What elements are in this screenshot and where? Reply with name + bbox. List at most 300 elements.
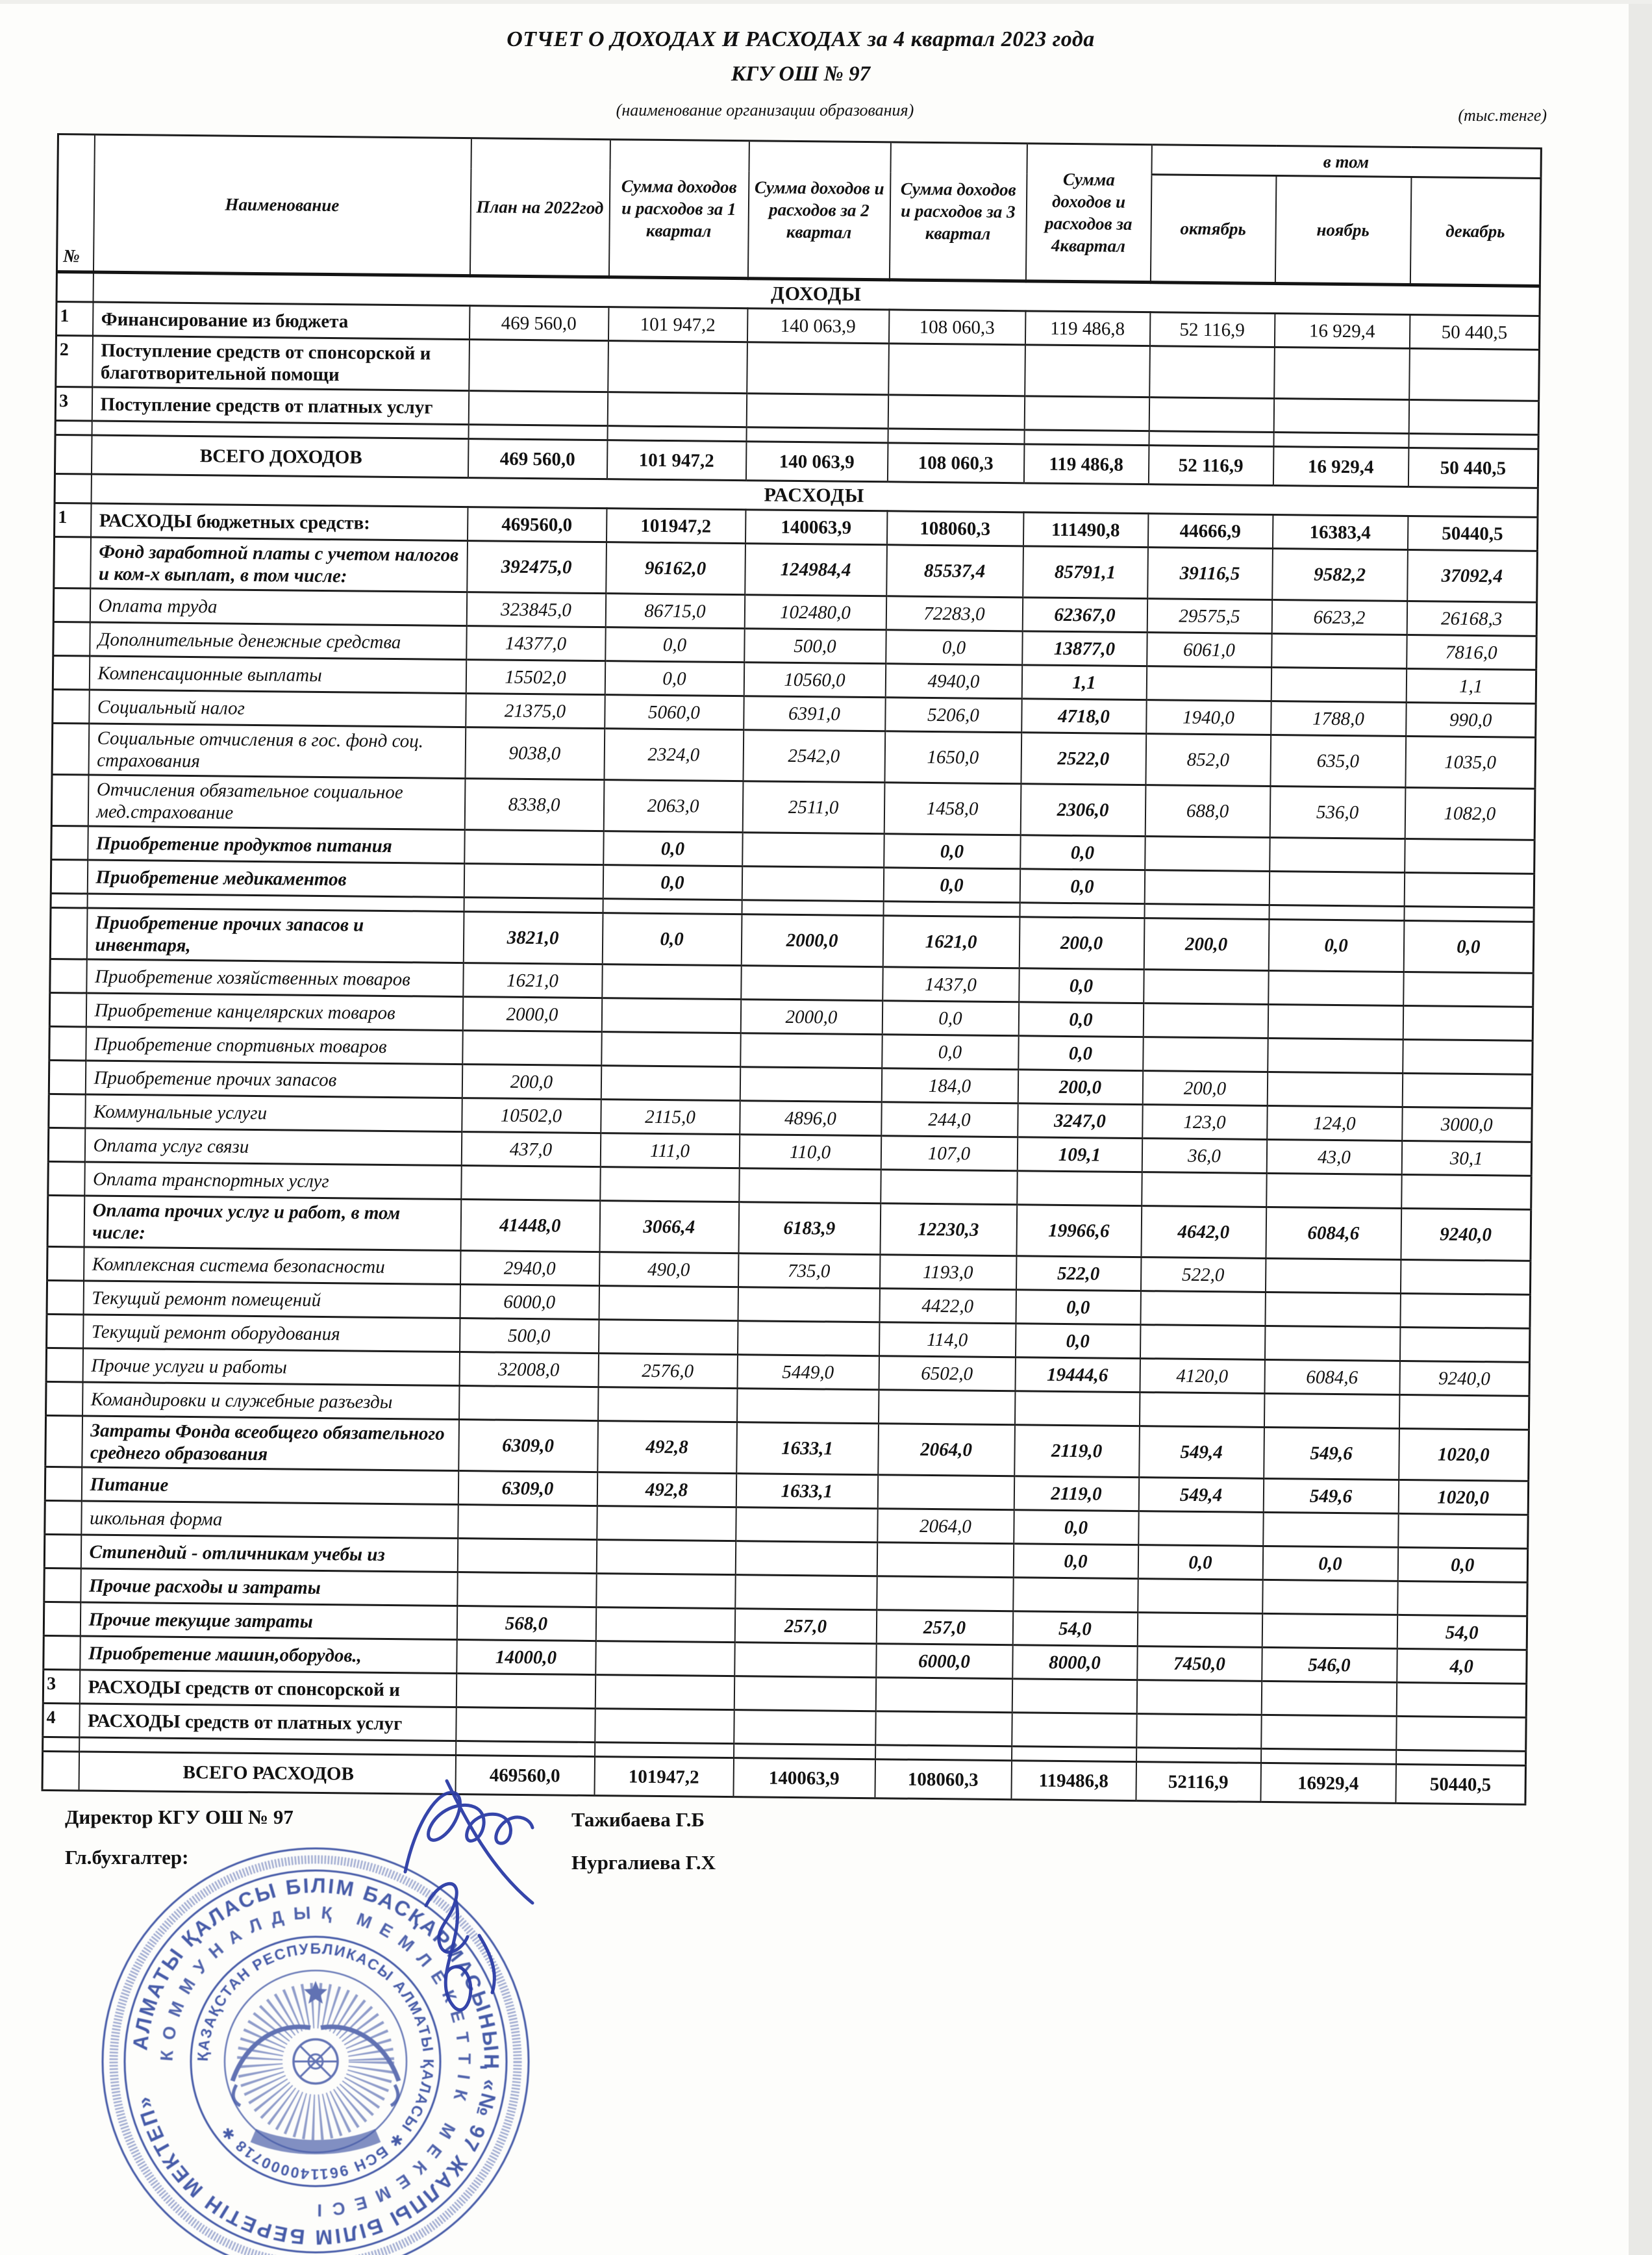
cell-value: 0,0	[1015, 1324, 1140, 1359]
cell-value: 119 486,8	[1023, 444, 1149, 485]
cell-value: 0,0	[1016, 1290, 1140, 1325]
cell-value: 107,0	[881, 1136, 1017, 1171]
cell-value: 2511,0	[742, 781, 884, 834]
cell-value: 1621,0	[463, 963, 602, 998]
cell-value	[877, 1576, 1013, 1611]
cell-value: 492,8	[597, 1472, 736, 1507]
cell-value: 469 560,0	[469, 306, 608, 341]
cell-value	[1017, 1171, 1142, 1206]
col-header-number: №	[56, 134, 94, 273]
cell-value: 9240,0	[1399, 1361, 1530, 1396]
cell-value: 1650,0	[884, 731, 1021, 784]
cell-value: 101 947,2	[607, 440, 746, 481]
cell-value	[747, 342, 889, 395]
cell-value	[1266, 1173, 1401, 1208]
cell-value	[1270, 837, 1405, 872]
row-label: Компенсационные выплаты	[89, 656, 466, 694]
row-label: ВСЕГО ДОХОДОВ	[91, 435, 468, 478]
cell-value	[456, 1674, 595, 1709]
cell-value: 119 486,8	[1025, 311, 1149, 346]
row-label: Приобретение медикаментов	[87, 860, 464, 898]
cell-value	[456, 1707, 595, 1743]
cell-value: 50440,5	[1407, 516, 1538, 551]
cell-value	[1144, 870, 1269, 905]
cell-value: 140 063,9	[745, 442, 888, 482]
table-row: 3 Поступление средств от платных услуг	[55, 386, 1538, 435]
cell-value: 990,0	[1406, 702, 1536, 737]
cell-value: 200,0	[462, 1065, 601, 1100]
cell-value	[734, 1676, 875, 1711]
row-label: Текущий ремонт оборудования	[83, 1315, 460, 1352]
cell-value: 2576,0	[598, 1354, 737, 1389]
director-name: Тажибаева Г.Б	[571, 1808, 705, 1831]
cell-value	[746, 394, 888, 429]
cell-value: 2064,0	[878, 1424, 1015, 1476]
cell-value	[1397, 1581, 1528, 1616]
cell-value	[1261, 1681, 1396, 1716]
cell-value	[881, 1170, 1017, 1205]
cell-value	[1264, 1326, 1399, 1361]
cell-value: 0,0	[886, 630, 1022, 665]
col-header-q2: Сумма доходов и расходов за 2 квартал	[747, 141, 890, 280]
cell-value	[1140, 1291, 1265, 1326]
cell-value: 1633,1	[736, 1474, 877, 1509]
cell-value: 5206,0	[885, 698, 1021, 733]
cell-value	[601, 1032, 740, 1067]
cell-value	[464, 864, 603, 899]
subtitle-row	[57, 101, 1547, 127]
cell-value: 2306,0	[1020, 784, 1145, 837]
cell-value	[1400, 1259, 1531, 1294]
cell-value: 2324,0	[604, 729, 744, 781]
cell-value: 2000,0	[462, 997, 601, 1032]
row-label: Оплата транспортных услуг	[84, 1162, 461, 1200]
cell-value: 500,0	[744, 629, 886, 664]
row-label: Поступление средств от платных услуг	[92, 387, 468, 425]
cell-value	[1408, 400, 1539, 435]
cell-value	[1012, 1713, 1136, 1748]
cell-value	[1399, 1327, 1530, 1362]
row-label: РАСХОДЫ средств от платных услуг	[79, 1704, 456, 1741]
cell-value	[461, 1166, 600, 1201]
cell-value	[469, 340, 608, 392]
row-label: Стипендий - отличникам учебы из	[81, 1535, 457, 1572]
cell-value: 108 060,3	[887, 443, 1024, 483]
cell-value	[596, 1540, 735, 1575]
cell-value	[1400, 1293, 1531, 1328]
row-label: Дополнительные денежные средства	[90, 622, 466, 660]
cell-value: 4422,0	[879, 1289, 1016, 1324]
cell-value: 549,6	[1263, 1478, 1398, 1513]
row-label: Приобретение хозяйственных товаров	[86, 959, 463, 997]
table-row: 1 РАСХОДЫ бюджетных средств: 469560,0 101947,2 140063,9 108060,3 111490,8 44666,9 16383,4 50440,5	[55, 503, 1538, 551]
table-row: 2 Поступление средств от спонсорской и благотворительной помощи	[56, 336, 1540, 401]
cell-value	[1403, 1005, 1533, 1040]
cell-value	[1396, 1682, 1527, 1717]
cell-value: 0,0	[1397, 1547, 1528, 1582]
cell-value: 2115,0	[601, 1100, 740, 1135]
cell-value	[1268, 1038, 1403, 1073]
cell-value	[462, 1031, 601, 1066]
cell-value: 0,0	[882, 1035, 1018, 1070]
cell-value: 30,1	[1401, 1140, 1532, 1176]
cell-value: 4718,0	[1021, 699, 1146, 734]
row-label: Командировки и служебные разъезды	[82, 1382, 459, 1420]
table-row: 3 РАСХОДЫ средств от спонсорской и	[43, 1669, 1526, 1717]
cell-value: 108 060,3	[888, 310, 1025, 345]
cell-value	[597, 1506, 736, 1541]
stamp-mid-text: КОММУНАЛДЫҚ МЕМЛЕКЕТТІК МЕКЕМЕСІ	[156, 1902, 475, 2221]
row-label: Прочие услуги и работы	[82, 1348, 459, 1386]
row-label: Оплата прочих услуг и работ, в том числе:	[84, 1196, 461, 1251]
cell-value	[1265, 1258, 1400, 1293]
cell-value	[1401, 1174, 1532, 1209]
cell-value: 392475,0	[467, 541, 607, 594]
cell-value	[1139, 1392, 1264, 1428]
cell-value: 6061,0	[1147, 633, 1271, 668]
cell-value: 26168,3	[1407, 601, 1537, 636]
cell-value	[1263, 1512, 1398, 1547]
cell-value	[1405, 838, 1535, 874]
cell-value	[1138, 1579, 1262, 1614]
row-label: Приобретение машин,оборудов.,	[80, 1636, 457, 1674]
table-header	[56, 134, 1541, 286]
cell-value: 14000,0	[457, 1640, 595, 1675]
cell-value	[1149, 346, 1275, 399]
row-label: Социальные отчисления в гос. фонд соц. страхования	[88, 724, 466, 779]
cell-value: 0,0	[883, 868, 1020, 903]
cell-value: 490,0	[599, 1252, 738, 1287]
cell-value	[735, 1541, 877, 1576]
cell-value: 469560,0	[468, 507, 607, 542]
cell-value: 2064,0	[877, 1509, 1014, 1544]
cell-value: 0,0	[1262, 1546, 1397, 1581]
accountant-name: Нургалиева Г.Х	[571, 1851, 716, 1874]
cell-value: 2000,0	[740, 1000, 882, 1035]
cell-value: 257,0	[734, 1609, 876, 1644]
cell-value: 0,0	[882, 1001, 1018, 1036]
cell-value: 32008,0	[459, 1352, 598, 1387]
director-signature	[405, 1793, 532, 1872]
cell-value: 16 929,4	[1274, 314, 1409, 349]
cell-value: 36,0	[1142, 1139, 1266, 1174]
cell-value	[1398, 1513, 1529, 1548]
cell-value: 6502,0	[879, 1356, 1015, 1391]
cell-value: 6183,9	[738, 1202, 881, 1255]
cell-value: 140063,9	[733, 1758, 875, 1798]
cell-value: 3000,0	[1402, 1107, 1533, 1142]
table-row: 4 РАСХОДЫ средств от платных услуг	[43, 1703, 1526, 1751]
organization-note: (наименование организации образования)	[616, 101, 914, 120]
cell-value: 8000,0	[1012, 1645, 1137, 1680]
cell-value: 1458,0	[884, 783, 1021, 835]
cell-value	[595, 1607, 734, 1643]
row-label: Фонд заработной платы с учетом налогов и ком-х выплат, в том числе:	[90, 537, 468, 592]
cell-value	[599, 1320, 738, 1355]
cell-value: 86715,0	[605, 594, 744, 629]
income-expense-table	[41, 133, 1542, 1806]
organization-name: КГУ ОШ № 97	[731, 62, 871, 86]
cell-value: 10560,0	[744, 662, 885, 698]
cell-value: 1020,0	[1398, 1480, 1529, 1515]
cell-value: 0,0	[1018, 1002, 1143, 1037]
cell-value: 108060,3	[886, 511, 1023, 546]
stamp-inner-text: ҚАЗАҚСТАН РЕСПУБЛИКАСЫ АЛМАТЫ ҚАЛАСЫ ✱ БСН 961140000718 ✱	[194, 1939, 438, 2184]
cell-value	[459, 1386, 598, 1421]
cell-value	[1274, 347, 1410, 400]
cell-value: 13877,0	[1022, 631, 1147, 666]
cell-value: 635,0	[1270, 735, 1406, 787]
row-label: школьная форма	[81, 1501, 458, 1539]
cell-value	[1267, 1072, 1402, 1107]
cell-value: 1940,0	[1146, 700, 1271, 735]
cell-value	[1142, 1172, 1266, 1207]
cell-value	[1403, 1039, 1533, 1074]
cell-value: 4120,0	[1140, 1359, 1264, 1394]
cell-value: 54,0	[1012, 1611, 1137, 1646]
cell-value	[607, 392, 746, 427]
cell-value: 549,4	[1138, 1478, 1263, 1513]
cell-value: 123,0	[1142, 1105, 1267, 1140]
cell-value: 0,0	[1268, 919, 1404, 972]
row-label: Социальный налог	[89, 690, 466, 727]
cell-value	[468, 391, 607, 426]
cell-value: 522,0	[1140, 1257, 1265, 1292]
cell-value	[1143, 1003, 1268, 1039]
cell-value	[1262, 1613, 1397, 1648]
cell-value: 21375,0	[466, 694, 605, 729]
cell-value: 16929,4	[1260, 1763, 1396, 1803]
cell-value	[1396, 1716, 1527, 1751]
cell-value: 437,0	[461, 1132, 600, 1167]
cell-value: 102480,0	[744, 595, 886, 630]
cell-value	[601, 998, 740, 1033]
cell-value	[1137, 1613, 1262, 1648]
cell-value	[740, 1067, 881, 1102]
col-header-q3: Сумма доходов и расходов за 3 квартал	[889, 142, 1027, 281]
cell-value: 124984,4	[745, 544, 887, 596]
cell-value	[1402, 1073, 1533, 1108]
cell-value	[1146, 666, 1271, 701]
cell-value: 72283,0	[886, 596, 1022, 631]
cell-value: 108060,3	[875, 1759, 1012, 1800]
row-label: Оплата услуг связи	[84, 1128, 461, 1166]
cell-value: 111490,8	[1023, 512, 1147, 548]
cell-value: 2000,0	[741, 914, 883, 967]
cell-value: 1020,0	[1399, 1428, 1529, 1481]
cell-value: 4,0	[1397, 1648, 1527, 1683]
cell-value: 688,0	[1145, 785, 1270, 838]
cell-value	[1013, 1578, 1138, 1613]
cell-value	[739, 1168, 881, 1203]
cell-value: 2119,0	[1014, 1425, 1140, 1478]
cell-value	[1404, 872, 1534, 907]
cell-value: 111,0	[600, 1133, 739, 1168]
cell-value	[1025, 345, 1150, 397]
handwritten-signatures	[343, 1769, 642, 2048]
cell-value: 1633,1	[736, 1422, 879, 1475]
cell-value: 114,0	[879, 1322, 1015, 1357]
cell-value: 50440,5	[1395, 1764, 1526, 1804]
accountant-signature	[426, 1883, 468, 1952]
cell-value: 4940,0	[885, 664, 1021, 699]
cell-value: 101 947,2	[608, 307, 747, 342]
cell-value: 469560,0	[455, 1756, 595, 1796]
cell-value: 546,0	[1262, 1647, 1397, 1682]
cell-value: 101947,2	[606, 509, 745, 544]
cell-value: 2119,0	[1014, 1476, 1138, 1511]
cell-value: 54,0	[1397, 1615, 1527, 1650]
cell-value: 0,0	[602, 913, 742, 966]
cell-value	[601, 1066, 740, 1101]
cell-value: 2063,0	[603, 780, 743, 833]
cell-value	[1140, 1325, 1264, 1360]
row-label: Оплата труда	[90, 588, 466, 626]
scan-edge-artifact	[1629, 0, 1652, 2255]
cell-value	[1136, 1714, 1261, 1749]
cell-value	[1143, 1037, 1268, 1072]
cell-value	[875, 1711, 1012, 1746]
table-row: 1 Финансирование из бюджета 469 560,0 101 947,2 140 063,9 108 060,3 119 486,8 52 116,9 16 929,4 50 440,5	[56, 302, 1540, 350]
cell-value	[1403, 972, 1534, 1007]
cell-value: 1,1	[1021, 665, 1146, 700]
cell-value	[740, 1033, 882, 1068]
cell-value: 3247,0	[1018, 1103, 1142, 1139]
document-header	[57, 0, 1547, 127]
cell-value	[608, 341, 747, 394]
cell-value	[738, 1287, 879, 1322]
cell-value: 852,0	[1145, 734, 1271, 787]
signature-block	[57, 1791, 1544, 2255]
cell-value: 43,0	[1266, 1139, 1401, 1174]
cell-value: 0,0	[1020, 869, 1144, 904]
cell-value	[1014, 1391, 1139, 1426]
cell-value	[457, 1572, 596, 1607]
row-label: Коммунальные услуги	[85, 1094, 462, 1132]
col-header-november: ноябрь	[1275, 176, 1411, 285]
row-label: Приобретение прочих запасов и инвентаря,	[86, 908, 464, 963]
cell-value	[596, 1574, 735, 1609]
cell-value: 119486,8	[1011, 1761, 1136, 1801]
cell-value: 492,8	[597, 1421, 737, 1474]
cell-value: 50 440,5	[1408, 447, 1538, 488]
cell-value: 140063,9	[745, 510, 886, 545]
cell-value: 568,0	[457, 1606, 595, 1641]
col-header-q4: Сумма доходов и расходов за 4квартал	[1025, 144, 1151, 283]
cell-value: 8338,0	[464, 779, 604, 831]
cell-value	[1145, 837, 1270, 872]
cell-value: 4896,0	[740, 1101, 881, 1136]
cell-value	[737, 1321, 879, 1356]
cell-value: 0,0	[1013, 1544, 1138, 1579]
cell-value: 50 440,5	[1409, 315, 1540, 350]
cell-value: 16383,4	[1272, 514, 1407, 549]
cell-value	[1024, 396, 1149, 431]
cell-value	[877, 1543, 1013, 1578]
cell-value	[734, 1710, 875, 1745]
cell-value	[877, 1475, 1014, 1510]
cell-value: 44666,9	[1147, 514, 1272, 549]
cell-value: 96162,0	[606, 542, 745, 595]
cell-value: 19966,6	[1016, 1205, 1142, 1257]
cell-value: 9582,2	[1272, 548, 1408, 601]
cell-value: 0,0	[1014, 1510, 1138, 1545]
col-header-december: декабрь	[1410, 177, 1541, 286]
cell-value: 3821,0	[463, 912, 603, 964]
col-header-october: октябрь	[1150, 175, 1276, 284]
cell-value: 1437,0	[882, 967, 1019, 1002]
cell-value	[1268, 1004, 1403, 1039]
cell-value: 0,0	[1020, 835, 1145, 870]
cell-value: 39116,5	[1147, 548, 1273, 600]
cell-value: 14377,0	[466, 626, 605, 661]
cell-value: 6623,2	[1271, 599, 1407, 635]
row-label: Питание	[81, 1467, 458, 1505]
row-label: Текущий ремонт помещений	[83, 1281, 460, 1318]
col-header-including: в том	[1151, 145, 1541, 179]
cell-value: 549,6	[1264, 1427, 1399, 1480]
cell-value: 7450,0	[1137, 1646, 1262, 1682]
col-header-q1: Сумма доходов и расходов за 1 квартал	[608, 140, 749, 279]
cell-value: 85791,1	[1023, 546, 1148, 599]
row-label: Затраты Фонда всеобщего обязательного среднего образования	[82, 1416, 459, 1471]
cell-value: 124,0	[1267, 1105, 1402, 1140]
cell-value: 5060,0	[605, 695, 744, 730]
cell-value: 6000,0	[876, 1644, 1012, 1679]
row-label: РАСХОДЫ бюджетных средств:	[91, 503, 468, 541]
cell-value: 29575,5	[1147, 599, 1271, 634]
cell-value: 19444,6	[1015, 1357, 1140, 1392]
cell-value: 1788,0	[1271, 701, 1406, 736]
cell-value: 41448,0	[460, 1200, 600, 1252]
cell-value: 1,1	[1406, 668, 1536, 703]
cell-value	[1138, 1511, 1263, 1546]
cell-value	[598, 1387, 737, 1422]
cell-value	[734, 1643, 876, 1678]
cell-value: 257,0	[876, 1610, 1012, 1645]
units-note: (тыс.тенге)	[1458, 106, 1547, 125]
cell-value: 12230,3	[880, 1203, 1017, 1256]
cell-value: 0,0	[1403, 920, 1534, 973]
cell-value	[1262, 1580, 1397, 1615]
col-header-name: Наименование	[93, 134, 471, 276]
cell-value: 0,0	[884, 834, 1020, 869]
cell-value: 16 929,4	[1273, 447, 1408, 487]
cell-value	[736, 1389, 878, 1424]
cell-value: 52 116,9	[1149, 312, 1274, 347]
cell-value: 15502,0	[466, 660, 605, 695]
cell-value: 2940,0	[460, 1251, 599, 1286]
section-band-label: ДОХОДЫ	[93, 272, 1540, 316]
cell-value	[1271, 667, 1406, 702]
cell-value	[1136, 1680, 1261, 1715]
cell-value: 6309,0	[458, 1420, 598, 1472]
cell-value	[1261, 1715, 1396, 1750]
cell-value: 110,0	[739, 1135, 881, 1170]
director-label: Директор КГУ ОШ № 97	[65, 1806, 294, 1828]
cell-value: 200,0	[1018, 1070, 1142, 1105]
cell-value: 10502,0	[462, 1098, 601, 1133]
cell-value	[1265, 1292, 1400, 1327]
row-label: Прочие текущие затраты	[80, 1602, 457, 1640]
cell-value: 5449,0	[737, 1355, 879, 1390]
cell-value	[595, 1675, 734, 1710]
row-label: Поступление средств от спонсорской и благотворительной помощи	[92, 336, 469, 391]
cell-value	[888, 395, 1024, 430]
cell-value: 2542,0	[743, 730, 885, 783]
cell-value: 9240,0	[1401, 1208, 1531, 1261]
cell-value	[599, 1286, 738, 1321]
